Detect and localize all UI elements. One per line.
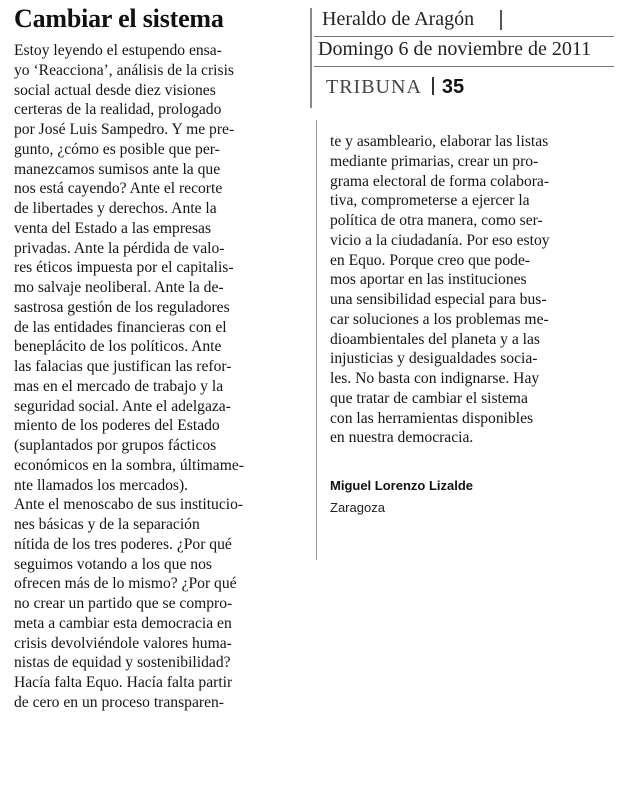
section-name: TRIBUNA bbox=[326, 76, 422, 98]
text-line: crisis devolviéndole valores huma- bbox=[14, 634, 232, 652]
text-line: manezcamos sumisos ante la que bbox=[14, 160, 221, 178]
masthead-left-rule bbox=[310, 8, 312, 108]
text-line: certeras de la realidad, prologado bbox=[14, 101, 222, 119]
text-line: seguridad social. Ante el adelgaza- bbox=[14, 397, 231, 415]
text-line: social actual desde diez visiones bbox=[14, 81, 216, 99]
text-line: de cero en un proceso transparen- bbox=[14, 693, 224, 711]
masthead-separator bbox=[500, 10, 502, 30]
text-line: una sensibilidad especial para bus- bbox=[330, 291, 547, 308]
text-line: yo ‘Reacciona’, análisis de la crisis bbox=[14, 61, 234, 79]
section-header bbox=[326, 76, 464, 99]
column-divider bbox=[316, 120, 317, 560]
text-line: injusticias y desigualdades socia- bbox=[330, 350, 538, 368]
text-line: car soluciones a los problemas me- bbox=[330, 310, 549, 328]
text-line: mos aportar en las instituciones bbox=[330, 271, 527, 289]
article-column-left bbox=[14, 41, 306, 713]
text-line: dioambientales del planeta y a las bbox=[330, 330, 541, 348]
text-line: política de otra manera, como ser- bbox=[330, 212, 543, 229]
section-separator bbox=[432, 77, 434, 95]
text-line: no crear un partido que se compro- bbox=[14, 595, 233, 612]
text-line: (suplantados por grupos fácticos bbox=[14, 437, 217, 454]
article-column-right bbox=[330, 132, 608, 448]
text-line: nos está cayendo? Ante el recorte bbox=[14, 180, 223, 198]
text-line: res éticos impuesta por el capitalis- bbox=[14, 259, 234, 277]
text-line: privadas. Ante la pérdida de valo- bbox=[14, 239, 225, 257]
text-line: mas en el mercado de trabajo y la bbox=[14, 377, 224, 395]
masthead-rule-bottom bbox=[314, 66, 614, 67]
text-line: beneplácito de los políticos. Ante bbox=[14, 338, 222, 356]
text-line: seguimos votando a los que nos bbox=[14, 555, 212, 573]
article-headline: Cambiar el sistema bbox=[14, 4, 224, 33]
text-line: les. No basta con indignarse. Hay bbox=[330, 370, 540, 387]
page-number: 35 bbox=[441, 76, 465, 98]
text-line: nítida de los tres poderes. ¿Por qué bbox=[14, 535, 232, 553]
newspaper-name: Heraldo de Aragón bbox=[322, 8, 475, 30]
text-line: tiva, comprometerse a ejercer la bbox=[330, 192, 530, 210]
text-line: ofrecen más de lo mismo? ¿Por qué bbox=[14, 575, 237, 593]
text-line: nes básicas y de la separación bbox=[14, 516, 200, 533]
text-line: de libertades y derechos. Ante la bbox=[14, 200, 217, 217]
text-line: en Equo. Porque creo que pode- bbox=[330, 251, 531, 269]
text-line: las falacias que justifican las refor- bbox=[14, 358, 232, 375]
text-line: miento de los poderes del Estado bbox=[14, 417, 220, 435]
publication-date: Domingo 6 de noviembre de 2011 bbox=[318, 38, 592, 60]
text-line: mediante primarias, crear un pro- bbox=[330, 152, 539, 170]
author-city: Zaragoza bbox=[330, 500, 385, 515]
text-line: Estoy leyendo el estupendo ensa- bbox=[14, 42, 222, 59]
text-line: meta a cambiar esta democracia en bbox=[14, 614, 232, 632]
text-line: Hacía falta Equo. Hacía falta partir bbox=[14, 674, 233, 691]
text-line: venta del Estado a las empresas bbox=[14, 219, 212, 237]
text-line: mo salvaje neoliberal. Ante la de- bbox=[14, 279, 224, 296]
text-line: sastrosa gestión de los reguladores bbox=[14, 298, 230, 316]
masthead-rule-top bbox=[314, 36, 614, 37]
text-line: grama electoral de forma colabora- bbox=[330, 172, 550, 190]
text-line: nistas de equidad y sostenibilidad? bbox=[14, 654, 231, 672]
text-line: vicio a la ciudadanía. Por eso estoy bbox=[330, 231, 550, 249]
author-signature: Miguel Lorenzo Lizalde bbox=[330, 478, 474, 493]
text-line: por José Luis Sampedro. Y me pre- bbox=[14, 121, 235, 138]
text-line: económicos en la sombra, últimame- bbox=[14, 456, 244, 474]
text-line: que tratar de cambiar el sistema bbox=[330, 389, 528, 407]
text-line: de las entidades financieras con el bbox=[14, 318, 227, 336]
text-line: con las herramientas disponibles bbox=[330, 409, 534, 427]
text-line: te y asambleario, elaborar las listas bbox=[330, 133, 549, 150]
text-line: nte llamados los mercados). bbox=[14, 476, 189, 494]
text-line: Ante el menoscabo de sus institucio- bbox=[14, 496, 244, 514]
text-line: en nuestra democracia. bbox=[330, 429, 474, 447]
text-line: gunto, ¿cómo es posible que per- bbox=[14, 140, 220, 158]
